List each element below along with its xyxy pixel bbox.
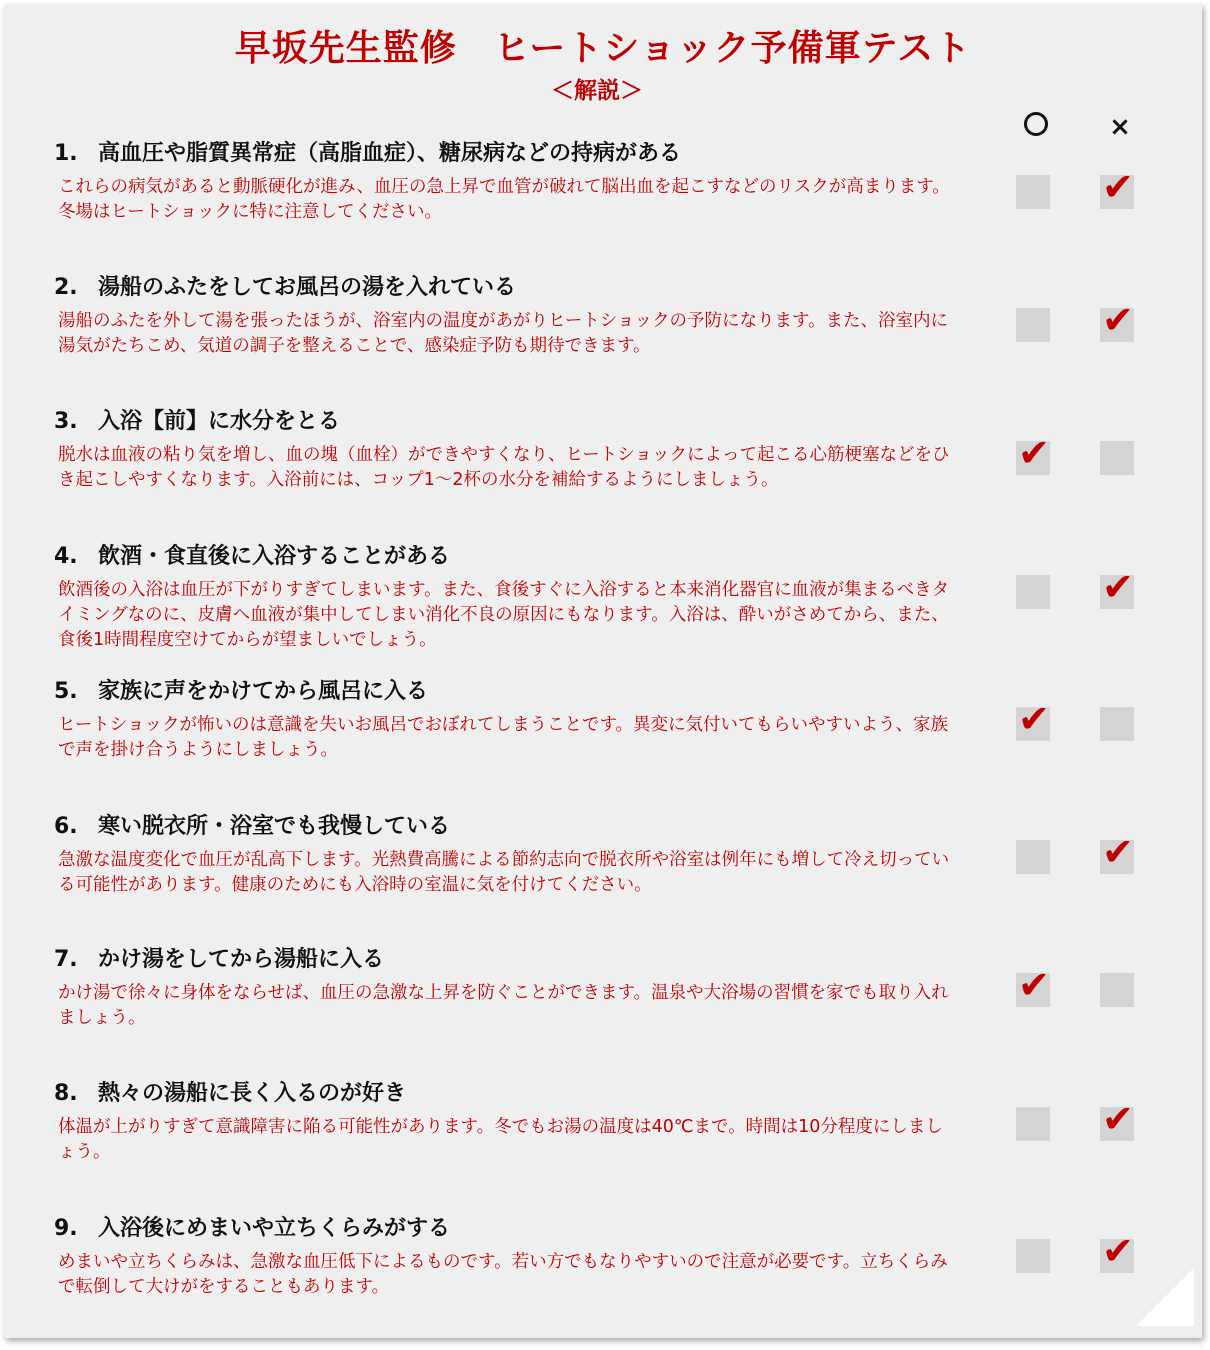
check-icon: ✔: [1018, 431, 1050, 475]
no-checkbox[interactable]: [1100, 1229, 1134, 1273]
question-number: 3.: [54, 409, 78, 434]
question-item: [54, 674, 954, 763]
yes-checkbox[interactable]: [1016, 308, 1050, 342]
explanation-text: ヒートショックが怖いのは意識を失いお風呂でおぼれてしまうことです。異変に気付いてもらいやすいよう、家族で声を掛け合うようにしましょう。: [58, 715, 949, 760]
no-column-header: ×: [1109, 112, 1131, 142]
question-number: 4.: [54, 544, 78, 569]
explanation-text: めまいや立ちくらみは、急激な血圧低下によるものです。若い方でもなりやすいので注意が必要です。立ちくらみで転倒して大けがをすることもあります。: [58, 1252, 948, 1297]
quiz-sheet: [4, 4, 1202, 1338]
question-item: [54, 270, 954, 359]
question-text: [54, 270, 954, 301]
no-checkbox[interactable]: [1100, 565, 1134, 609]
question-text: [54, 1076, 954, 1107]
page-title: 早坂先生監修 ヒートショック予備軍テスト: [234, 28, 972, 69]
question-text: [54, 942, 954, 973]
explanation-text: 飲酒後の入浴は血圧が下がりすぎてしまいます。また、食後すぐに入浴すると本来消化器官に血液が集まるべきタイミングなのに、皮膚へ血液が集中してしまい消化不良の原因にもなります。入浴は、酔いがさめてから、また、食後1時間程度空けてからが望ましいでしょう。: [58, 580, 950, 650]
no-checkbox[interactable]: [1100, 165, 1134, 209]
yes-column-header: [1016, 112, 1056, 143]
explanation-text: 脱水は血液の粘り気を増し、血の塊（血栓）ができやすくなり、ヒートショックによって起こる心筋梗塞などをひき起こしやすくなります。入浴前には、コップ1～2杯の水分を補給するようにしましょう。: [58, 445, 950, 490]
no-checkbox[interactable]: [1100, 1097, 1134, 1141]
no-checkbox[interactable]: [1100, 973, 1134, 1007]
no-checkbox[interactable]: [1100, 707, 1134, 741]
question-number: 7.: [54, 947, 78, 972]
yes-checkbox[interactable]: [1016, 963, 1050, 1007]
explanation-text: 体温が上がりすぎて意識障害に陥る可能性があります。冬でもお湯の温度は40℃まで。時間は10分程度にしましょう。: [58, 1117, 943, 1162]
question-item: [54, 404, 954, 493]
question-label: 家族に声をかけてから風呂に入る: [98, 679, 429, 704]
check-icon: ✔: [1102, 298, 1134, 342]
question-label: 飲酒・食直後に入浴することがある: [98, 544, 451, 569]
question-label: 寒い脱衣所・浴室でも我慢している: [98, 814, 451, 839]
question-label: 入浴後にめまいや立ちくらみがする: [98, 1216, 451, 1241]
page-curl: [1136, 1268, 1194, 1326]
check-icon: ✔: [1102, 1097, 1134, 1141]
question-item: [54, 539, 954, 653]
yes-checkbox[interactable]: [1016, 175, 1050, 209]
yes-checkbox[interactable]: [1016, 575, 1050, 609]
explanation-text: かけ湯で徐々に身体をならせば、血圧の急激な上昇を防ぐことができます。温泉や大浴場の習慣を家でも取り入れましょう。: [58, 983, 949, 1028]
question-number: 1.: [54, 141, 78, 166]
check-icon: ✔: [1102, 1229, 1134, 1273]
question-number: 2.: [54, 275, 78, 300]
question-label: 入浴【前】に水分をとる: [98, 409, 341, 434]
question-text: [54, 136, 954, 167]
yes-checkbox[interactable]: [1016, 1239, 1050, 1273]
question-number: 6.: [54, 814, 78, 839]
check-icon: ✔: [1102, 165, 1134, 209]
question-item: [54, 1211, 954, 1300]
explanation-text: これらの病気があると動脈硬化が進み、血圧の急上昇で血管が破れて脳出血を起こすなどのリスクが高まります。冬場はヒートショックに特に注意してください。: [58, 177, 950, 222]
question-label: かけ湯をしてから湯船に入る: [98, 947, 385, 972]
question-number: 5.: [54, 679, 78, 704]
question-text: [54, 1211, 954, 1242]
yes-checkbox[interactable]: [1016, 431, 1050, 475]
check-icon: ✔: [1018, 963, 1050, 1007]
yes-checkbox[interactable]: [1016, 1107, 1050, 1141]
question-label: 湯船のふたをしてお風呂の湯を入れている: [98, 275, 517, 300]
question-item: [54, 942, 954, 1031]
yes-checkbox[interactable]: [1016, 697, 1050, 741]
question-text: [54, 809, 954, 840]
question-text: [54, 539, 954, 570]
explanation-text: 湯船のふたを外して湯を張ったほうが、浴室内の温度があがりヒートショックの予防になります。また、浴室内に湯気がたちこめ、気道の調子を整えることで、感染症予防も期待できます。: [58, 311, 949, 356]
no-checkbox[interactable]: [1100, 830, 1134, 874]
page-subtitle: ＜解説＞: [551, 78, 643, 104]
question-number: 9.: [54, 1216, 78, 1241]
question-item: [54, 1076, 954, 1165]
yes-checkbox[interactable]: [1016, 840, 1050, 874]
question-label: 高血圧や脂質異常症（高脂血症）、糖尿病などの持病がある: [98, 141, 682, 166]
check-icon: ✔: [1102, 565, 1134, 609]
question-text: [54, 674, 954, 705]
no-checkbox[interactable]: [1100, 298, 1134, 342]
check-icon: ✔: [1018, 697, 1050, 741]
circle-icon: [1024, 112, 1048, 136]
question-item: [54, 136, 954, 225]
no-checkbox[interactable]: [1100, 441, 1134, 475]
question-label: 熱々の湯船に長く入るのが好き: [98, 1081, 407, 1106]
question-item: [54, 809, 954, 898]
question-number: 8.: [54, 1081, 78, 1106]
explanation-text: 急激な温度変化で血圧が乱高下します。光熱費高騰による節約志向で脱衣所や浴室は例年にも増して冷え切っている可能性があります。健康のためにも入浴時の室温に気を付けてください。: [58, 850, 950, 895]
question-text: [54, 404, 954, 435]
check-icon: ✔: [1102, 830, 1134, 874]
